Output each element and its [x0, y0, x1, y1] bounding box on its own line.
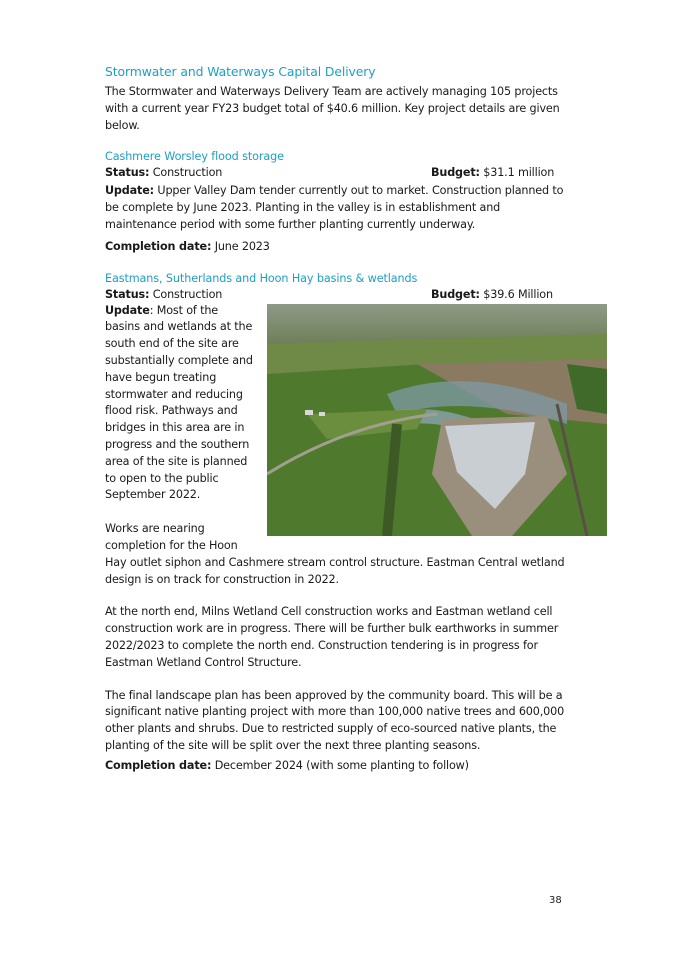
status-value: Construction: [152, 287, 223, 301]
project2-title: Eastmans, Sutherlands and Hoon Hay basins & wetlands: [105, 271, 418, 285]
project1-status-row: [105, 165, 565, 181]
project2-north: At the north end, Milns Wetland Cell construction works and Eastman wetland cell construction work are in progress. There will be further bulk earthworks in summer 2022/2023 to complete the north end. Construction tendering is in progress for Eastman Wetland Control Structure.: [105, 605, 559, 669]
project2-works: Works are nearing completion for the Hoon Hay outlet siphon and Cashmere stream control structure. Eastman Central wetland design is on track for construction in 2022.: [105, 522, 565, 586]
update-text: Upper Valley Dam tender currently out to market. Construction planned to be complete by June 2023. Planting in the valley is in establishment and maintenance period with some further planting currently underway.: [105, 184, 564, 231]
aerial-photo: [267, 304, 607, 536]
project2-body: [105, 303, 565, 589]
page-number: 38: [549, 895, 562, 906]
project2-landscape: The final landscape plan has been approved by the community board. This will be a significant native planting project with more than 100,000 native trees and 600,000 other plants and shrubs. Due to restricted supply of eco-sourced native plants, the planting of the site will be split over the next three planting seasons.: [105, 688, 565, 752]
project2-completion: [105, 758, 565, 775]
update-label: Update:: [105, 184, 155, 198]
completion-value: June 2023: [214, 239, 270, 253]
completion-label: Completion date:: [105, 758, 212, 772]
completion-value: December 2024 (with some planting to follow): [214, 758, 469, 772]
update-label: Update: [105, 303, 150, 317]
budget-value: $39.6 Million: [483, 287, 553, 301]
project1-completion: [105, 239, 565, 256]
status-label: Status:: [105, 287, 150, 301]
aerial-wetlands-image: [267, 304, 607, 536]
status-label: Status:: [105, 166, 150, 180]
budget-label: Budget:: [431, 287, 480, 301]
section-intro: The Stormwater and Waterways Delivery Team are actively managing 105 projects with a current year FY23 budget total of $40.6 million. Key project details are given below.: [105, 85, 560, 132]
document-page: [105, 64, 565, 775]
budget-value: $31.1 million: [483, 166, 555, 180]
update-text: : Most of the basins and wetlands at the south end of the site are substantially complete and have begun treating stormwater and reducing flood risk. Pathways and bridges in this area are in progress and the southern area of the site is planned to open to the public September 2022.: [105, 303, 253, 502]
project1-update: [105, 183, 565, 233]
completion-label: Completion date:: [105, 239, 212, 253]
section-heading: Stormwater and Waterways Capital Delivery: [105, 64, 376, 79]
status-value: Construction: [152, 166, 223, 180]
project1-title: Cashmere Worsley flood storage: [105, 150, 284, 164]
budget-label: Budget:: [431, 166, 480, 180]
project2-status-row: [105, 287, 565, 303]
